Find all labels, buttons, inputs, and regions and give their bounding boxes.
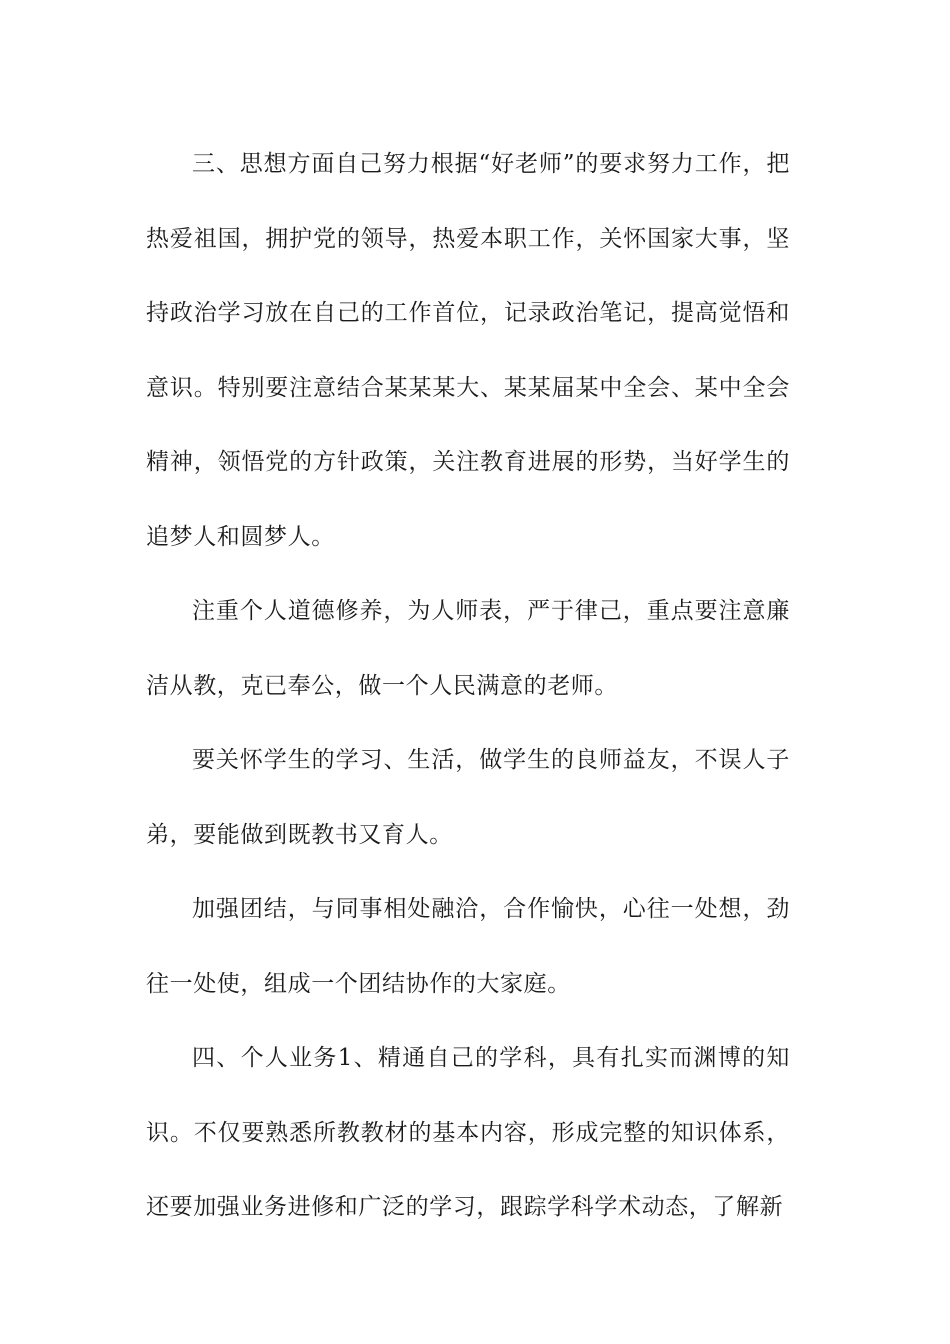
paragraph-moral-cultivation: 注重个人道德修养，为人师表，严于律己，重点要注意廉洁从教，克已奉公，做一个人民满意的老师。: [146, 598, 790, 699]
paragraph-personal-business: 四、个人业务1、精通自己的学科，具有扎实而渊博的知识。不仅要熟悉所教教材的基本内容，形成完整的知识体系，还要加强业务进修和广泛的学习，跟踪学科学术动态，了解新: [146, 1045, 790, 1220]
paragraph-unity: 加强团结，与同事相处融洽，合作愉快，心往一处想，劲往一处使，组成一个团结协作的大家庭。: [146, 896, 790, 997]
paragraph-thought-section: 三、思想方面自己努力根据“好老师”的要求努力工作，把热爱祖国，拥护党的领导，热爱本职工作，关怀国家大事，坚持政治学习放在自己的工作首位，记录政治笔记，提高觉悟和意识。特别要注意结合某某某大、某某届某中全会、某中全会精神，领悟党的方针政策，关注教育进展的形势，当好学生的追梦人和圆梦人。: [146, 151, 790, 550]
document-page: [146, 127, 790, 1245]
paragraph-care-students: 要关怀学生的学习、生活，做学生的良师益友，不误人子弟，要能做到既教书又育人。: [146, 747, 790, 848]
